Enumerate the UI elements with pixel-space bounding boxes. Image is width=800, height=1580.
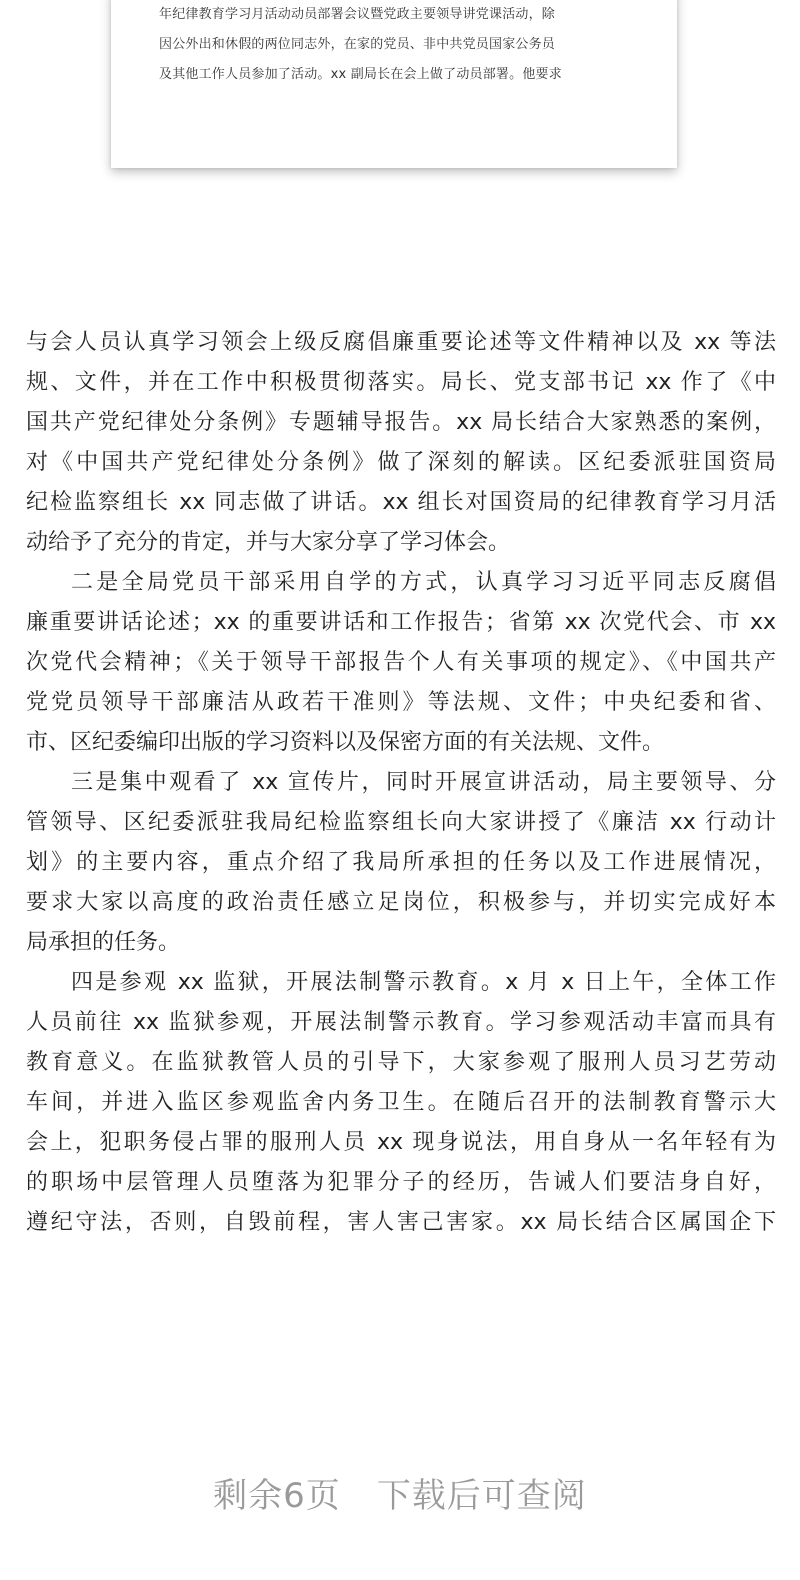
preview-line: 因公外出和休假的两位同志外，在家的党员、非中共党员国家公务员 — [159, 37, 556, 52]
body-line: 的职场中层管理人员堕落为犯罪分子的经历，告诫人们要洁身自好， — [26, 1170, 776, 1195]
body-line: 纪检监察组长 xx 同志做了讲话。xx 组长对国资局的纪律教育学习月活 — [26, 490, 776, 515]
preview-page-text — [159, 0, 639, 90]
body-line: 三是集中观看了 xx 宣传片，同时开展宣讲活动，局主要领导、分 — [71, 770, 776, 795]
body-line: 廉重要讲话论述；xx 的重要讲话和工作报告；省第 xx 次党代会、市 xx — [26, 610, 776, 635]
preview-page-card — [111, 0, 677, 168]
body-line: 划》的主要内容，重点介绍了我局所承担的任务以及工作进展情况， — [26, 850, 776, 875]
body-line: 车间，并进入监区参观监舍内务卫生。在随后召开的法制教育警示大 — [26, 1090, 776, 1115]
preview-line: 及其他工作人员参加了活动。xx 副局长在会上做了动员部署。他要求 — [159, 67, 562, 82]
body-line: 党党员领导干部廉洁从政若干准则》等法规、文件；中央纪委和省、 — [26, 690, 776, 715]
body-line: 动给予了充分的肯定，并与大家分享了学习体会。 — [26, 530, 511, 555]
body-line: 规、文件，并在工作中积极贯彻落实。局长、党支部书记 xx 作了《中 — [26, 370, 776, 395]
download-hint-text[interactable]: 下载后可查阅 — [376, 1476, 587, 1516]
body-line: 遵纪守法，否则，自毁前程，害人害己害家。xx 局长结合区属国企下 — [26, 1210, 776, 1235]
body-line: 教育意义。在监狱教管人员的引导下，大家参观了服刑人员习艺劳动 — [26, 1050, 776, 1075]
body-line: 国共产党纪律处分条例》专题辅导报告。xx 局长结合大家熟悉的案例， — [26, 410, 776, 435]
body-line: 次党代会精神；《关于领导干部报告个人有关事项的规定》、《中国共产 — [26, 650, 776, 675]
remaining-pages-text[interactable]: 剩余6页 — [213, 1476, 341, 1516]
preview-line: 年纪律教育学习月活动动员部署会议暨党政主要领导讲党课活动，除 — [159, 7, 556, 22]
body-line: 人员前往 xx 监狱参观，开展法制警示教育。学习参观活动丰富而具有 — [26, 1010, 776, 1035]
body-line: 二是全局党员干部采用自学的方式，认真学习习近平同志反腐倡 — [71, 570, 776, 595]
body-line: 管领导、区纪委派驻我局纪检监察组长向大家讲授了《廉洁 xx 行动计 — [26, 810, 776, 835]
body-line: 四是参观 xx 监狱，开展法制警示教育。x 月 x 日上午，全体工作 — [71, 970, 776, 995]
body-line: 会上，犯职务侵占罪的服刑人员 xx 现身说法，用自身从一名年轻有为 — [26, 1130, 776, 1155]
document-body — [26, 323, 776, 1243]
body-line: 与会人员认真学习领会上级反腐倡廉重要论述等文件精神以及 xx 等法 — [26, 330, 776, 355]
body-line: 要求大家以高度的政治责任感立足岗位，积极参与，并切实完成好本 — [26, 890, 776, 915]
body-line: 局承担的任务。 — [26, 930, 181, 955]
body-line: 对《中国共产党纪律处分条例》做了深刻的解读。区纪委派驻国资局 — [26, 450, 776, 475]
download-prompt[interactable] — [0, 1468, 800, 1517]
body-line: 市、区纪委编印出版的学习资料以及保密方面的有关法规、文件。 — [26, 730, 665, 755]
